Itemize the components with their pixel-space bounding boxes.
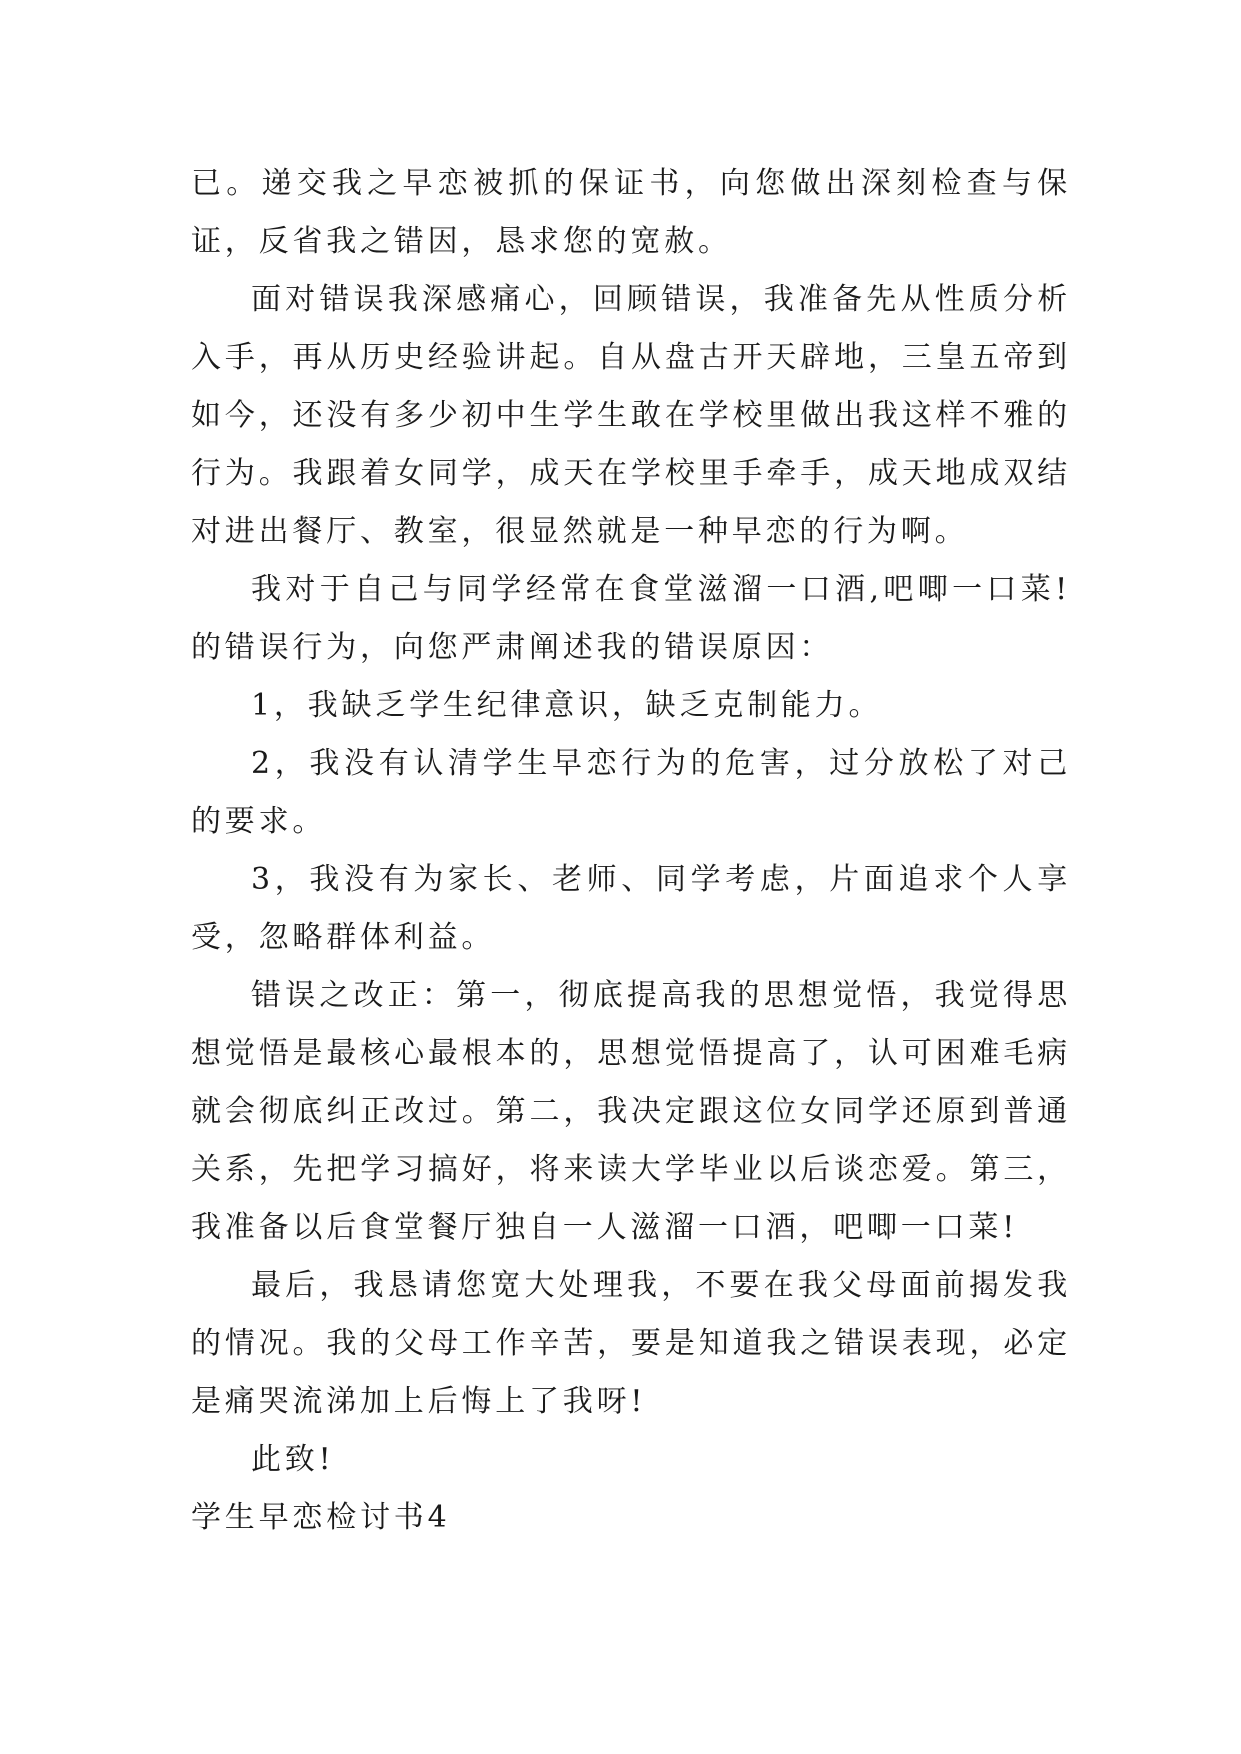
list-item: 2，我没有认清学生早恋行为的危害，过分放松了对己的要求。 xyxy=(191,746,1071,839)
section-heading: 学生早恋检讨书4 xyxy=(191,1500,451,1535)
paragraph: 我对于自己与同学经常在食堂滋溜一口酒,吧唧一口菜!的错误行为，向您严肃阐述我的错误原因： xyxy=(191,572,1071,665)
paragraph: 错误之改正：第一，彻底提高我的思想觉悟，我觉得思想觉悟是最核心最根本的，思想觉悟提高了，认可困难毛病就会彻底纠正改过。第二，我决定跟这位女同学还原到普通关系，先把学习搞好，将来读大学毕业以后谈恋爱。第三，我准备以后食堂餐厅独自一人滋溜一口酒，吧唧一口菜! xyxy=(191,978,1071,1245)
paragraph: 面对错误我深感痛心，回顾错误，我准备先从性质分析入手，再从历史经验讲起。自从盘古开天辟地，三皇五帝到如今，还没有多少初中生学生敢在学校里做出我这样不雅的行为。我跟着女同学，成天在学校里手牵手，成天地成双结对进出餐厅、教室，很显然就是一种早恋的行为啊。 xyxy=(191,282,1071,549)
list-item: 3，我没有为家长、老师、同学考虑，片面追求个人享受，忽略群体利益。 xyxy=(191,862,1071,955)
closing-salutation: 此致! xyxy=(251,1442,335,1477)
list-item: 1，我缺乏学生纪律意识，缺乏克制能力。 xyxy=(251,688,883,723)
paragraph: 已。递交我之早恋被抓的保证书，向您做出深刻检查与保证，反省我之错因，恳求您的宽赦。 xyxy=(191,166,1071,259)
paragraph: 最后，我恳请您宽大处理我，不要在我父母面前揭发我的情况。我的父母工作辛苦，要是知道我之错误表现，必定是痛哭流涕加上后悔上了我呀! xyxy=(191,1268,1071,1419)
document-body xyxy=(191,155,1071,1547)
